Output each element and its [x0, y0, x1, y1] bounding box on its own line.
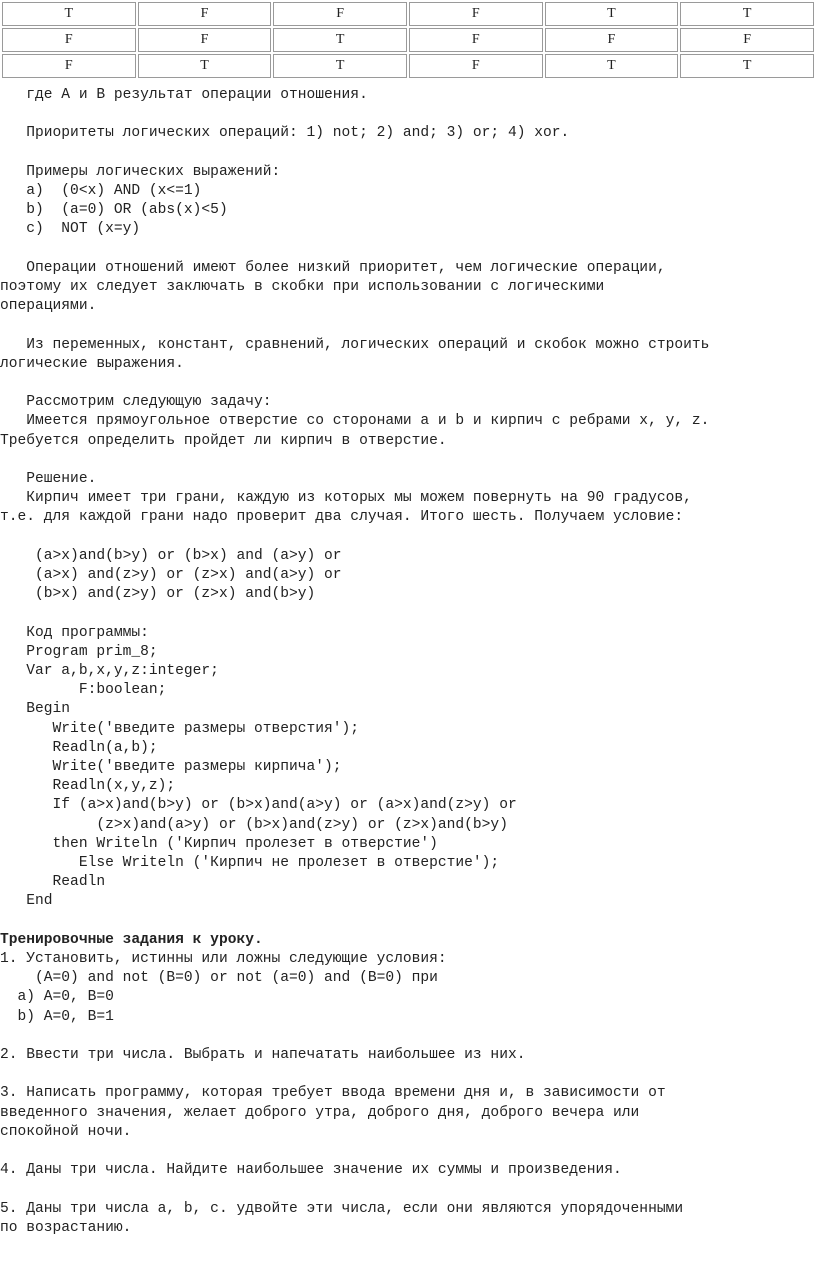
truth-table-cell: F [138, 2, 272, 26]
text-line: операциями. [0, 298, 97, 315]
truth-table-cell: F [2, 28, 136, 52]
truth-table-cell: T [273, 28, 407, 52]
text-line: then Writeln ('Кирпич пролезет в отверстие') [0, 835, 438, 852]
text-line: 1. Установить, истинны или ложны следующие условия: [0, 951, 447, 967]
text-line: Write('введите размеры кирпича'); [0, 759, 342, 775]
text-line: спокойной ночи. [0, 1123, 132, 1140]
text-line: поэтому их следует заключать в скобки при использовании с логическими [0, 279, 605, 295]
text-line: где A и B результат операции отношения. [0, 87, 368, 103]
text-line: b) (a=0) OR (abs(x)<5) [0, 202, 228, 219]
text-line: Имеется прямоугольное отверстие со сторонами a и b и кирпич с ребрами x, у, z. [0, 413, 710, 430]
text-line: Примеры логических выражений: [0, 163, 281, 180]
text-line: a) A=0, B=0 [0, 989, 114, 1006]
truth-table-cell: F [680, 28, 814, 52]
text-line: Else Writeln ('Кирпич не пролезет в отверстие'); [0, 855, 500, 871]
text-line: Program prim_8; [0, 643, 158, 660]
truth-table-cell: F [273, 2, 407, 26]
text-line: введенного значения, желает доброго утра, доброго дня, доброго вечера или [0, 1104, 640, 1121]
text-line: Приоритеты логических операций: 1) not; 2) and; 3) or; 4) xor. [0, 125, 570, 142]
text-line: Тренировочные задания к уроку. [0, 931, 263, 948]
text-line: (A=0) and not (B=0) or not (a=0) and (B=0) при [0, 970, 438, 987]
truth-table-cell: T [545, 54, 679, 78]
truth-table-cell: T [680, 2, 814, 26]
text-line: b) A=0, B=1 [0, 1008, 114, 1025]
truth-table [0, 0, 816, 80]
text-line: по возрастанию. [0, 1219, 132, 1236]
text-line: Readln(x,y,z); [0, 778, 176, 795]
text-line: Решение. [0, 471, 97, 487]
text-line: т.е. для каждой грани надо проверит два случая. Итого шесть. Получаем условие: [0, 509, 684, 526]
truth-table-cell: F [138, 28, 272, 52]
text-line: Readln(a,b); [0, 739, 158, 756]
truth-table-cell: T [273, 54, 407, 78]
text-line: (b>x) and(z>y) or (z>x) and(b>y) [0, 586, 316, 603]
text-line: Begin [0, 701, 71, 718]
truth-table-cell: F [409, 28, 543, 52]
truth-table-cell: T [2, 2, 136, 26]
text-line: (a>x)and(b>y) or (b>x) and (a>y) or [0, 547, 342, 564]
text-line: Кирпич имеет три грани, каждую из которых мы можем повернуть на 90 градусов, [0, 490, 692, 507]
text-line: c) NOT (x=y) [0, 221, 141, 238]
truth-table-cell: F [2, 54, 136, 78]
truth-table-cell: T [680, 54, 814, 78]
text-line: Write('введите размеры отверстия'); [0, 720, 360, 737]
truth-table-cell: F [409, 2, 543, 26]
text-line: (a>x) and(z>y) or (z>x) and(a>y) or [0, 567, 342, 583]
text-line: Код программы: [0, 624, 149, 641]
text-line: Требуется определить пройдет ли кирпич в отверстие. [0, 432, 447, 449]
text-line: Var a,b,x,y,z:integer; [0, 663, 219, 679]
truth-table-cell: T [545, 2, 679, 26]
truth-table-row [2, 54, 814, 78]
text-line: F:boolean; [0, 682, 167, 699]
text-line: 5. Даны три числа a, b, c. удвойте эти числа, если они являются упорядоченными [0, 1200, 684, 1217]
truth-table-cell: T [138, 54, 272, 78]
text-line: a) (0<x) AND (x<=1) [0, 183, 202, 199]
text-line: If (a>x)and(b>y) or (b>x)and(a>y) or (a>x)and(z>y) or [0, 797, 517, 814]
text-line: 2. Ввести три числа. Выбрать и напечатать наибольшее из них. [0, 1047, 526, 1063]
text-line: Операции отношений имеют более низкий приоритет, чем логические операции, [0, 259, 666, 276]
text-line: (z>x)and(a>y) or (b>x)and(z>y) or (z>x)and(b>y) [0, 816, 508, 833]
text-line: Readln [0, 874, 106, 891]
text-line: 4. Даны три числа. Найдите наибольшее значение их суммы и произведения. [0, 1162, 622, 1179]
truth-table-cell: F [409, 54, 543, 78]
truth-table-cell: F [545, 28, 679, 52]
truth-table-row [2, 28, 814, 52]
text-line: логические выражения. [0, 355, 184, 372]
truth-table-row [2, 2, 814, 26]
text-line: 3. Написать программу, которая требует ввода времени дня и, в зависимости от [0, 1085, 666, 1102]
text-line: End [0, 893, 53, 910]
text-line: Рассмотрим следующую задачу: [0, 394, 272, 411]
text-line: Из переменных, констант, сравнений, логических операций и скобок можно строить [0, 336, 710, 353]
